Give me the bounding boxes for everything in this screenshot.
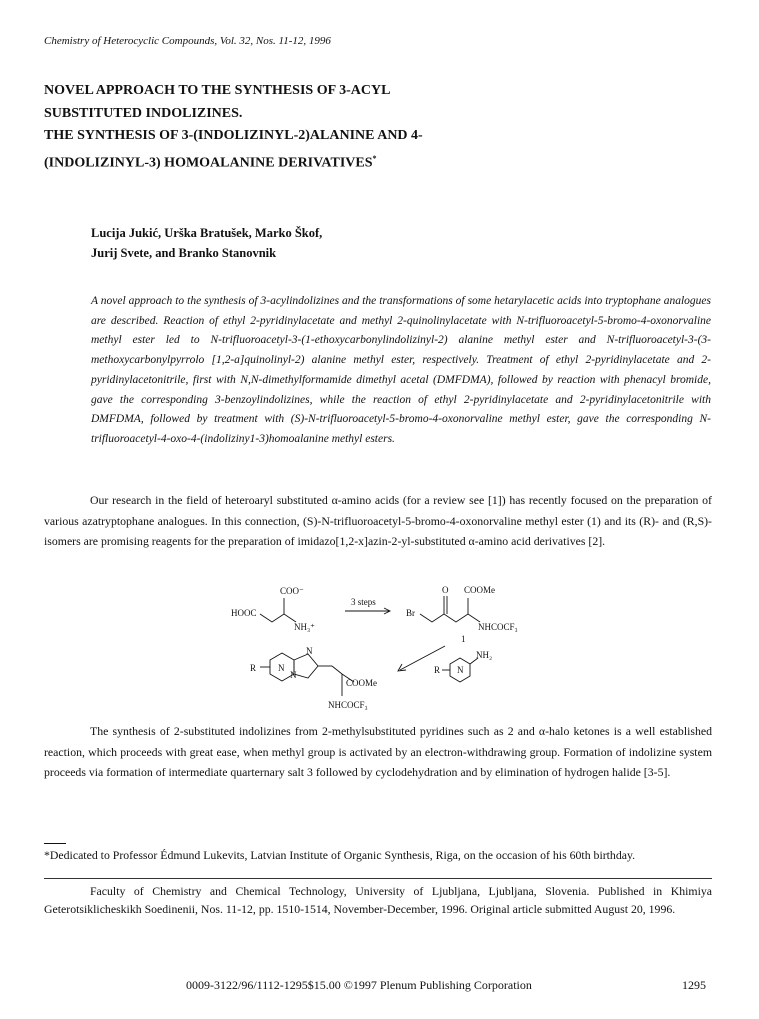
copyright-line: 0009-3122/96/1112-1295$15.00 ©1997 Plenum Publishing Corporation <box>186 978 532 992</box>
article-title <box>44 80 704 175</box>
scheme-nh3: NH₃⁺ <box>294 622 315 632</box>
journal-header: Chemistry of Heterocyclic Compounds, Vol. 32, Nos. 11-12, 1996 <box>44 35 331 47</box>
scheme-n-imid-bottom: N <box>290 670 297 680</box>
title-line-3: THE SYNTHESIS OF 3-(INDOLIZINYL-2)ALANINE AND 4- <box>44 128 423 143</box>
scheme-o: O <box>442 585 449 595</box>
scheme-arrow-label: 3 steps <box>351 597 376 607</box>
footnote-rule <box>44 843 66 844</box>
scheme-br: Br <box>406 608 415 618</box>
page-number: 1295 <box>682 978 706 992</box>
author-list <box>91 223 322 263</box>
scheme-r-right: R <box>434 665 441 675</box>
dedication-footnote: *Dedicated to Professor Édmund Lukevits, Latvian Institute of Organic Synthesis, Riga, on the occasion of his 60th birthday. <box>44 848 636 862</box>
title-line-2: SUBSTITUTED INDOLIZINES. <box>44 105 243 121</box>
scheme-hooc: HOOC <box>231 608 257 618</box>
title-footnote-marker: * <box>372 153 377 163</box>
authors-line-1: Lucija Jukić, Urška Bratušek, Marko Škof, <box>91 226 323 240</box>
authors-line-2: Jurij Svete, and Branko Stanovnik <box>91 246 277 260</box>
scheme-n-right: N <box>457 665 464 675</box>
title-line-1: NOVEL APPROACH TO THE SYNTHESIS OF 3-ACYL <box>44 83 391 98</box>
body-paragraph-1: Our research in the field of heteroaryl substituted α-amino acids (for a review see [1]) has recently focused on the preparation of various azatryptophane analogues. In this connection, (S)-N-trifluoroacetyl-5-bromo-4-oxonorvaline methyl ester (1) and its (R)- and (R,S)-isomers are promising reagents for the preparation of imidazo[1,2-x]azin-2-yl-substituted α-amino acid derivatives [2]. <box>44 493 712 549</box>
affiliation-note: Faculty of Chemistry and Chemical Technology, University of Ljubljana, Ljubljana, Slovenia. Published in Khimiya Geterotsiklicheskikh Soedinenii, Nos. 11-12, pp. 1510-1514, November-December, 1996. Original article submitted August 20, 1996. <box>44 884 712 916</box>
scheme-coome-bottom: COOMe <box>346 678 377 688</box>
body-paragraph-2: The synthesis of 2-substituted indolizines from 2-methylsubstituted pyridines such as 2 and α-halo ketones is a well established reaction, which proceeds with great ease, when methyl group is activated by an electron-withdrawing group. Formation of indolizine system proceeds via formation of intermediate quarternary salt 3 followed by cyclodehydration and by elimination of hydrogen halide [3-5]. <box>44 724 712 780</box>
scheme-r-left: R <box>250 663 257 673</box>
scheme-compound-number: 1 <box>461 634 466 644</box>
reaction-scheme <box>230 578 550 718</box>
title-line-4-text: (INDOLIZINYL-3) HOMOALANINE DERIVATIVES <box>44 155 373 171</box>
title-line-4 <box>44 148 704 175</box>
scheme-nhcocf3-bottom: NHCOCF₃ <box>328 700 368 710</box>
scheme-nhcocf3-top: NHCOCF₃ <box>478 622 518 632</box>
scheme-n-imid-top: N <box>306 646 313 656</box>
scheme-coo: COO⁻ <box>280 586 304 596</box>
affiliation-rule <box>44 878 712 879</box>
scheme-n-ring: N <box>278 663 285 673</box>
scheme-coome-top: COOMe <box>464 585 495 595</box>
scheme-nh2: NH₂ <box>476 650 493 660</box>
abstract: A novel approach to the synthesis of 3-acylindolizines and the transformations of some hetarylacetic acids into tryptophane analogues are described. Reaction of ethyl 2-pyridinylacetate and methyl 2-quinolinylacetate with N-trifluoroacetyl-5-bromo-4-oxonorvaline methyl ester led to N-trifluoroacetyl-3-(1-ethoxycarbonylindolizinyl-2) alanine methyl ester and N-trifluoroacetyl-3-(3-methoxycarbonylpyrrolo [1,2-a]quinolinyl-2) alanine methyl ester, respectively. Treatment of ethyl 2-pyridinylacetate and 2-pyridinylacetonitrile, first with N,N-dimethylformamide dimethyl acetal (DMFDMA), followed by reaction with phenacyl bromide, gave the corresponding 3-benzoylindolizines, while the reaction of ethyl 2-pyridinylacetate and 2-pyridinylacetonitrile with DMFDMA, followed by treatment with (S)-N-trifluoroacetyl-5-bromo-4-oxonorvaline methyl ester, gave the corresponding N-trifluoroacetyl-4-oxo-4-(indoliziny1-3)homoalanine methyl esters. <box>91 295 711 445</box>
